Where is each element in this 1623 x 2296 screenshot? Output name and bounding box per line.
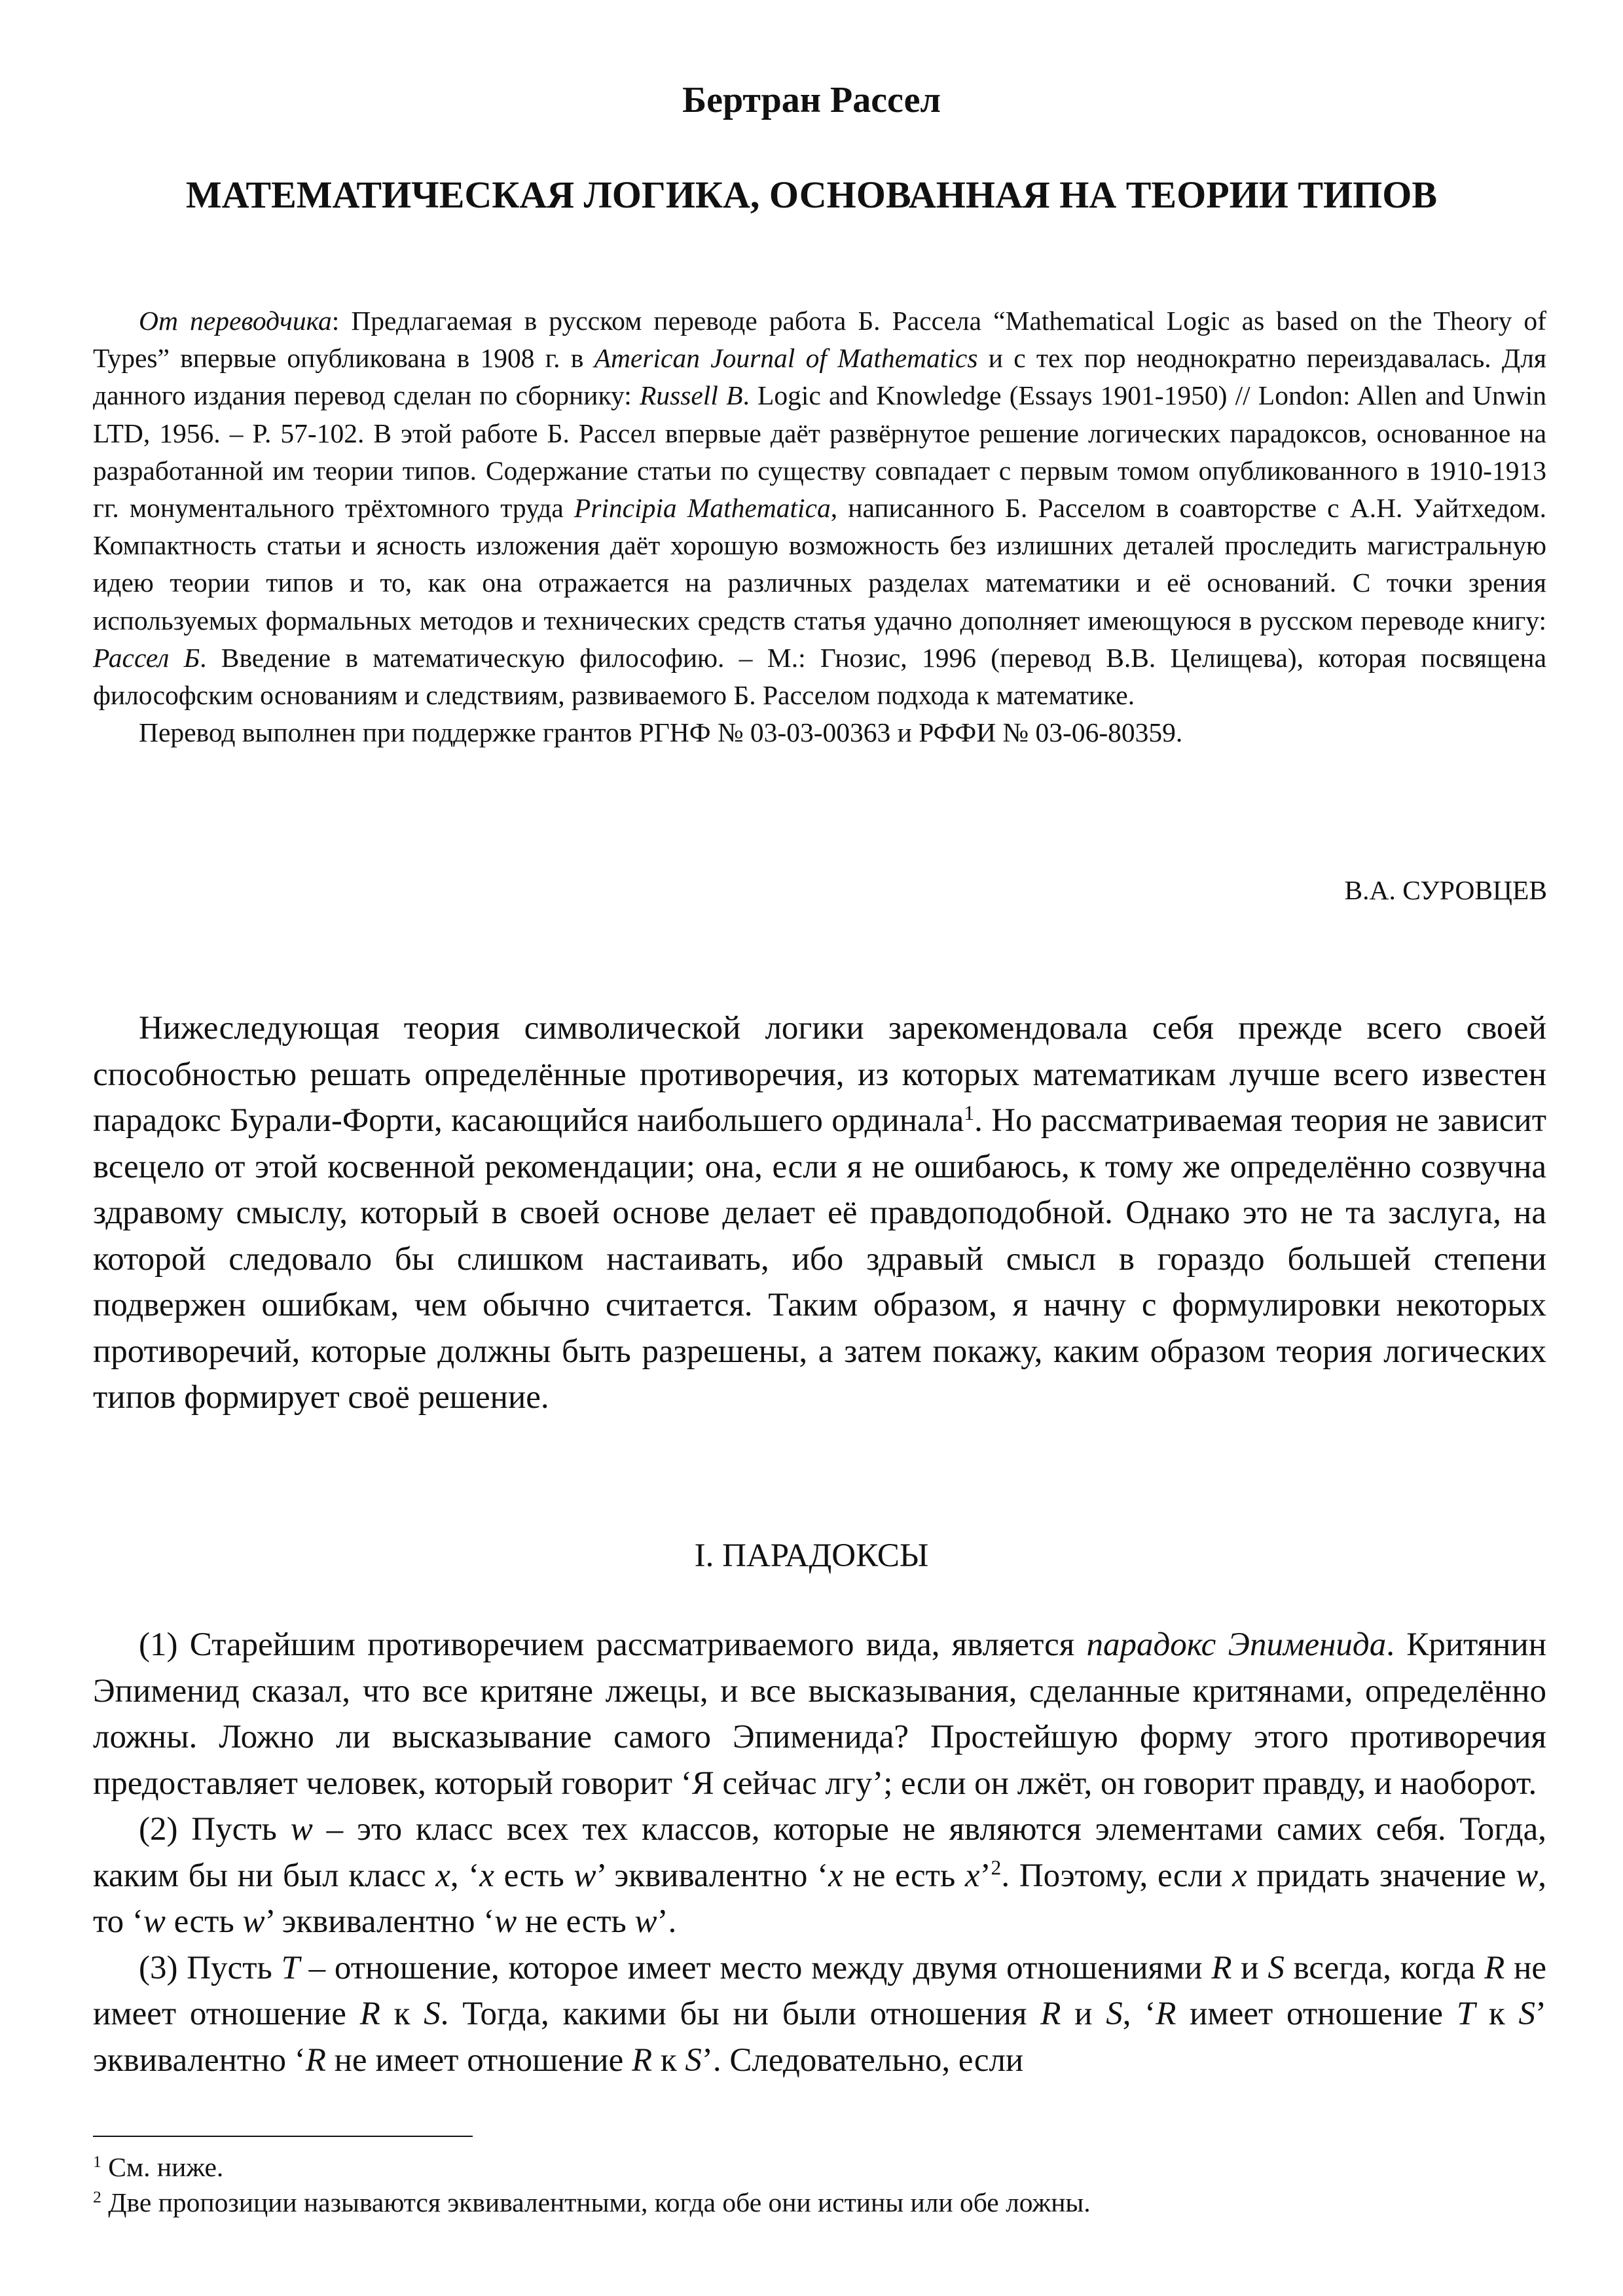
math-var: R (359, 1996, 380, 2032)
math-var: x (828, 1857, 843, 1894)
epimenides-paradox-term: парадокс Эпименида (1086, 1626, 1387, 1663)
text-span: ’. (657, 1903, 677, 1940)
paradox-3-paragraph (93, 1945, 1546, 2084)
text-span: – это класс всех тех классов, которые не являются элементами самих себя. Тогда, каким бы ни был класс (93, 1811, 1546, 1894)
math-var: T (281, 1949, 300, 1986)
math-var: w (242, 1903, 265, 1940)
footnote-number: 1 (93, 2151, 101, 2171)
text-span: . Поэтому, если (1001, 1857, 1232, 1894)
text-span: не есть (517, 1903, 635, 1940)
text-span: (1) Старейшим противоречием рассматриваемого вида, является (139, 1626, 1087, 1663)
math-var: R (1040, 1996, 1061, 2032)
text-span: . Logic and Knowledge (Essays 1901-1950) // London: Allen and Unwin LTD, 1956. – P. 57-102. В этой работе Б. Рассел впервые даёт развёрнутое решение логических парадоксов, основанное на разработанной им теории типов. Содержание статьи по существу совпадает с первым томом опубликованного в 1910-1913 гг. монументального трёхтомного труда (93, 380, 1546, 524)
math-var: x (1231, 1857, 1247, 1894)
introduction (93, 1005, 1546, 1421)
math-var: S (685, 2041, 702, 2079)
math-var: R (1211, 1949, 1232, 1986)
math-var: w (290, 1811, 313, 1848)
math-var: x (435, 1857, 450, 1894)
translator-note-paragraph (93, 302, 1546, 714)
text-span: . Критянин Эпименид сказал, что все критяне лжецы, и все высказывания, сделанные критянами, определённо ложны. Ложно ли высказывание самого Эпименида? Простейшую форму этого противоречия предоставляет человек, который говорит ‘Я сейчас лгу’; если он лжёт, он говорит правду, и наоборот. (93, 1626, 1547, 1802)
text-span: , написанного Б. Расселом в соавторстве с А.Н. Уайтхедом. Компактность статьи и ясность изложения даёт хорошую возможность без излишних деталей проследить магистральную идею теории типов и то, как она отражается на различных разделах математики и её оснований. С точки зрения используемых формальных методов и технических средств статья удачно дополняет имеющуюся в русском переводе книгу: (93, 493, 1546, 636)
math-var: S (424, 1996, 441, 2032)
translator-signature: В.А. СУРОВЦЕВ (1344, 875, 1547, 905)
footnote-divider (93, 2136, 473, 2137)
translator-note-label: От переводчика (139, 306, 332, 336)
grant-acknowledgement: Перевод выполнен при поддержке грантов РГНФ № 03-03-00363 и РФФИ № 03-06-80359. (139, 717, 1183, 748)
text-span: , ‘ (450, 1857, 480, 1894)
footnote-2 (93, 2185, 1546, 2220)
math-var: S (1267, 1949, 1285, 1986)
text-span: . Тогда, какими бы ни были отношения (440, 1996, 1041, 2032)
math-var: x (964, 1857, 980, 1894)
source-author: Russell B (639, 380, 743, 411)
text-span: Нижеследующая теория символической логики зарекомендовала себя прежде всего своей способностью решать определённые противоречия, из которых математикам лучше всего известен парадокс Бурали-Форти, касающийся наибольшего ординала (93, 1010, 1546, 1139)
text-span: ’ эквивалентно ‘ (264, 1903, 495, 1940)
text-span: , то ‘ (93, 1857, 1546, 1940)
text-span: к (380, 1996, 424, 2032)
math-var: R (1156, 1996, 1176, 2032)
text-span: – отношение, которое имеет место между двумя отношениями (299, 1949, 1212, 1986)
text-span: имеет отношение (1176, 1996, 1457, 2032)
journal-name: American Journal of Mathematics (594, 343, 978, 374)
text-span: . Введение в математическую философию. – М.: Гнозис, 1996 (перевод В.В. Целищева), которая посвящена философским основаниям и следствиям, развиваемого Б. Расселом подхода к математике. (93, 642, 1546, 711)
math-var: w (494, 1903, 517, 1940)
text-span: (2) Пусть (139, 1811, 291, 1848)
text-span: есть (165, 1903, 243, 1940)
paradox-2-paragraph (93, 1806, 1546, 1945)
math-var: w (1516, 1857, 1539, 1894)
math-var: S (1518, 1996, 1536, 2032)
author-name: Бертран Рассел (682, 80, 941, 120)
text-span: ’ эквивалентно ‘ (93, 1996, 1546, 2079)
text-span: ’ (979, 1857, 991, 1894)
footnote-text: См. ниже. (101, 2152, 224, 2182)
text-span: и (1231, 1949, 1268, 1986)
footnote-number: 2 (93, 2187, 101, 2206)
text-span: к (652, 2041, 685, 2079)
text-span: не имеет отношение (325, 2041, 632, 2079)
text-span: и (1061, 1996, 1106, 2032)
text-span: и с тех пор неоднократно переиздавалась. Для данного издания перевод сделан по сборнику: (93, 343, 1546, 411)
text-span: ’. Следовательно, если (701, 2041, 1024, 2079)
text-span: есть (494, 1857, 574, 1894)
math-var: T (1456, 1996, 1476, 2032)
text-span: не есть (843, 1857, 965, 1894)
math-var: S (1106, 1996, 1123, 2032)
math-var: x (479, 1857, 494, 1894)
text-span: всегда, когда (1284, 1949, 1485, 1986)
footnote-ref-1: 1 (964, 1101, 975, 1124)
footnote-1 (93, 2149, 1546, 2185)
paradox-1-paragraph (93, 1622, 1546, 1806)
text-span: не имеет отношение (93, 1949, 1547, 2032)
text-span: : Предлагаемая в русском переводе работа Б. Рассела “Mathematical Logic as based on the Theory of Types” впервые опубликована в 1908 г. в (93, 306, 1547, 374)
math-var: R (1484, 1949, 1505, 1986)
math-var: R (305, 2041, 326, 2079)
translator-note (93, 302, 1546, 751)
text-span: , ‘ (1122, 1996, 1156, 2032)
text-span: придать значение (1247, 1857, 1516, 1894)
footnote-text: Две пропозиции называются эквивалентными, когда обе они истины или обе ложны. (101, 2187, 1091, 2217)
text-span: (3) Пусть (139, 1949, 282, 1986)
footnotes (93, 2149, 1546, 2220)
reference-author: Рассел Б (93, 642, 200, 673)
paper-title: МАТЕМАТИЧЕСКАЯ ЛОГИКА, ОСНОВАННАЯ НА ТЕОРИИ ТИПОВ (185, 173, 1438, 216)
section-heading: I. ПАРАДОКСЫ (694, 1537, 929, 1574)
footnote-ref-2: 2 (991, 1856, 1002, 1880)
math-var: w (634, 1903, 657, 1940)
text-span: к (1475, 1996, 1519, 2032)
text-span: . Но рассматриваемая теория не зависит всецело от этой косвенной рекомендации; она, если я не ошибаюсь, к тому же определённо созвучна здравому смыслу, который в своей основе делает её правдоподобной. Однако это не та заслуга, на которой следовало бы слишком настаивать, ибо здравый смысл в гораздо большей степени подвержен ошибкам, чем обычно считается. Таким образом, я начну с формулировки некоторых противоречий, которые должны быть разрешены, а затем покажу, каким образом теория логических типов формирует своё решение. (93, 1102, 1546, 1416)
text-span: ’ эквивалентно ‘ (596, 1857, 829, 1894)
principia-title: Principia Mathematica (574, 493, 831, 524)
math-var: R (631, 2041, 653, 2079)
intro-paragraph (93, 1005, 1546, 1421)
math-var: w (143, 1903, 166, 1940)
math-var: w (574, 1857, 596, 1894)
paradoxes-section (93, 1622, 1546, 2083)
